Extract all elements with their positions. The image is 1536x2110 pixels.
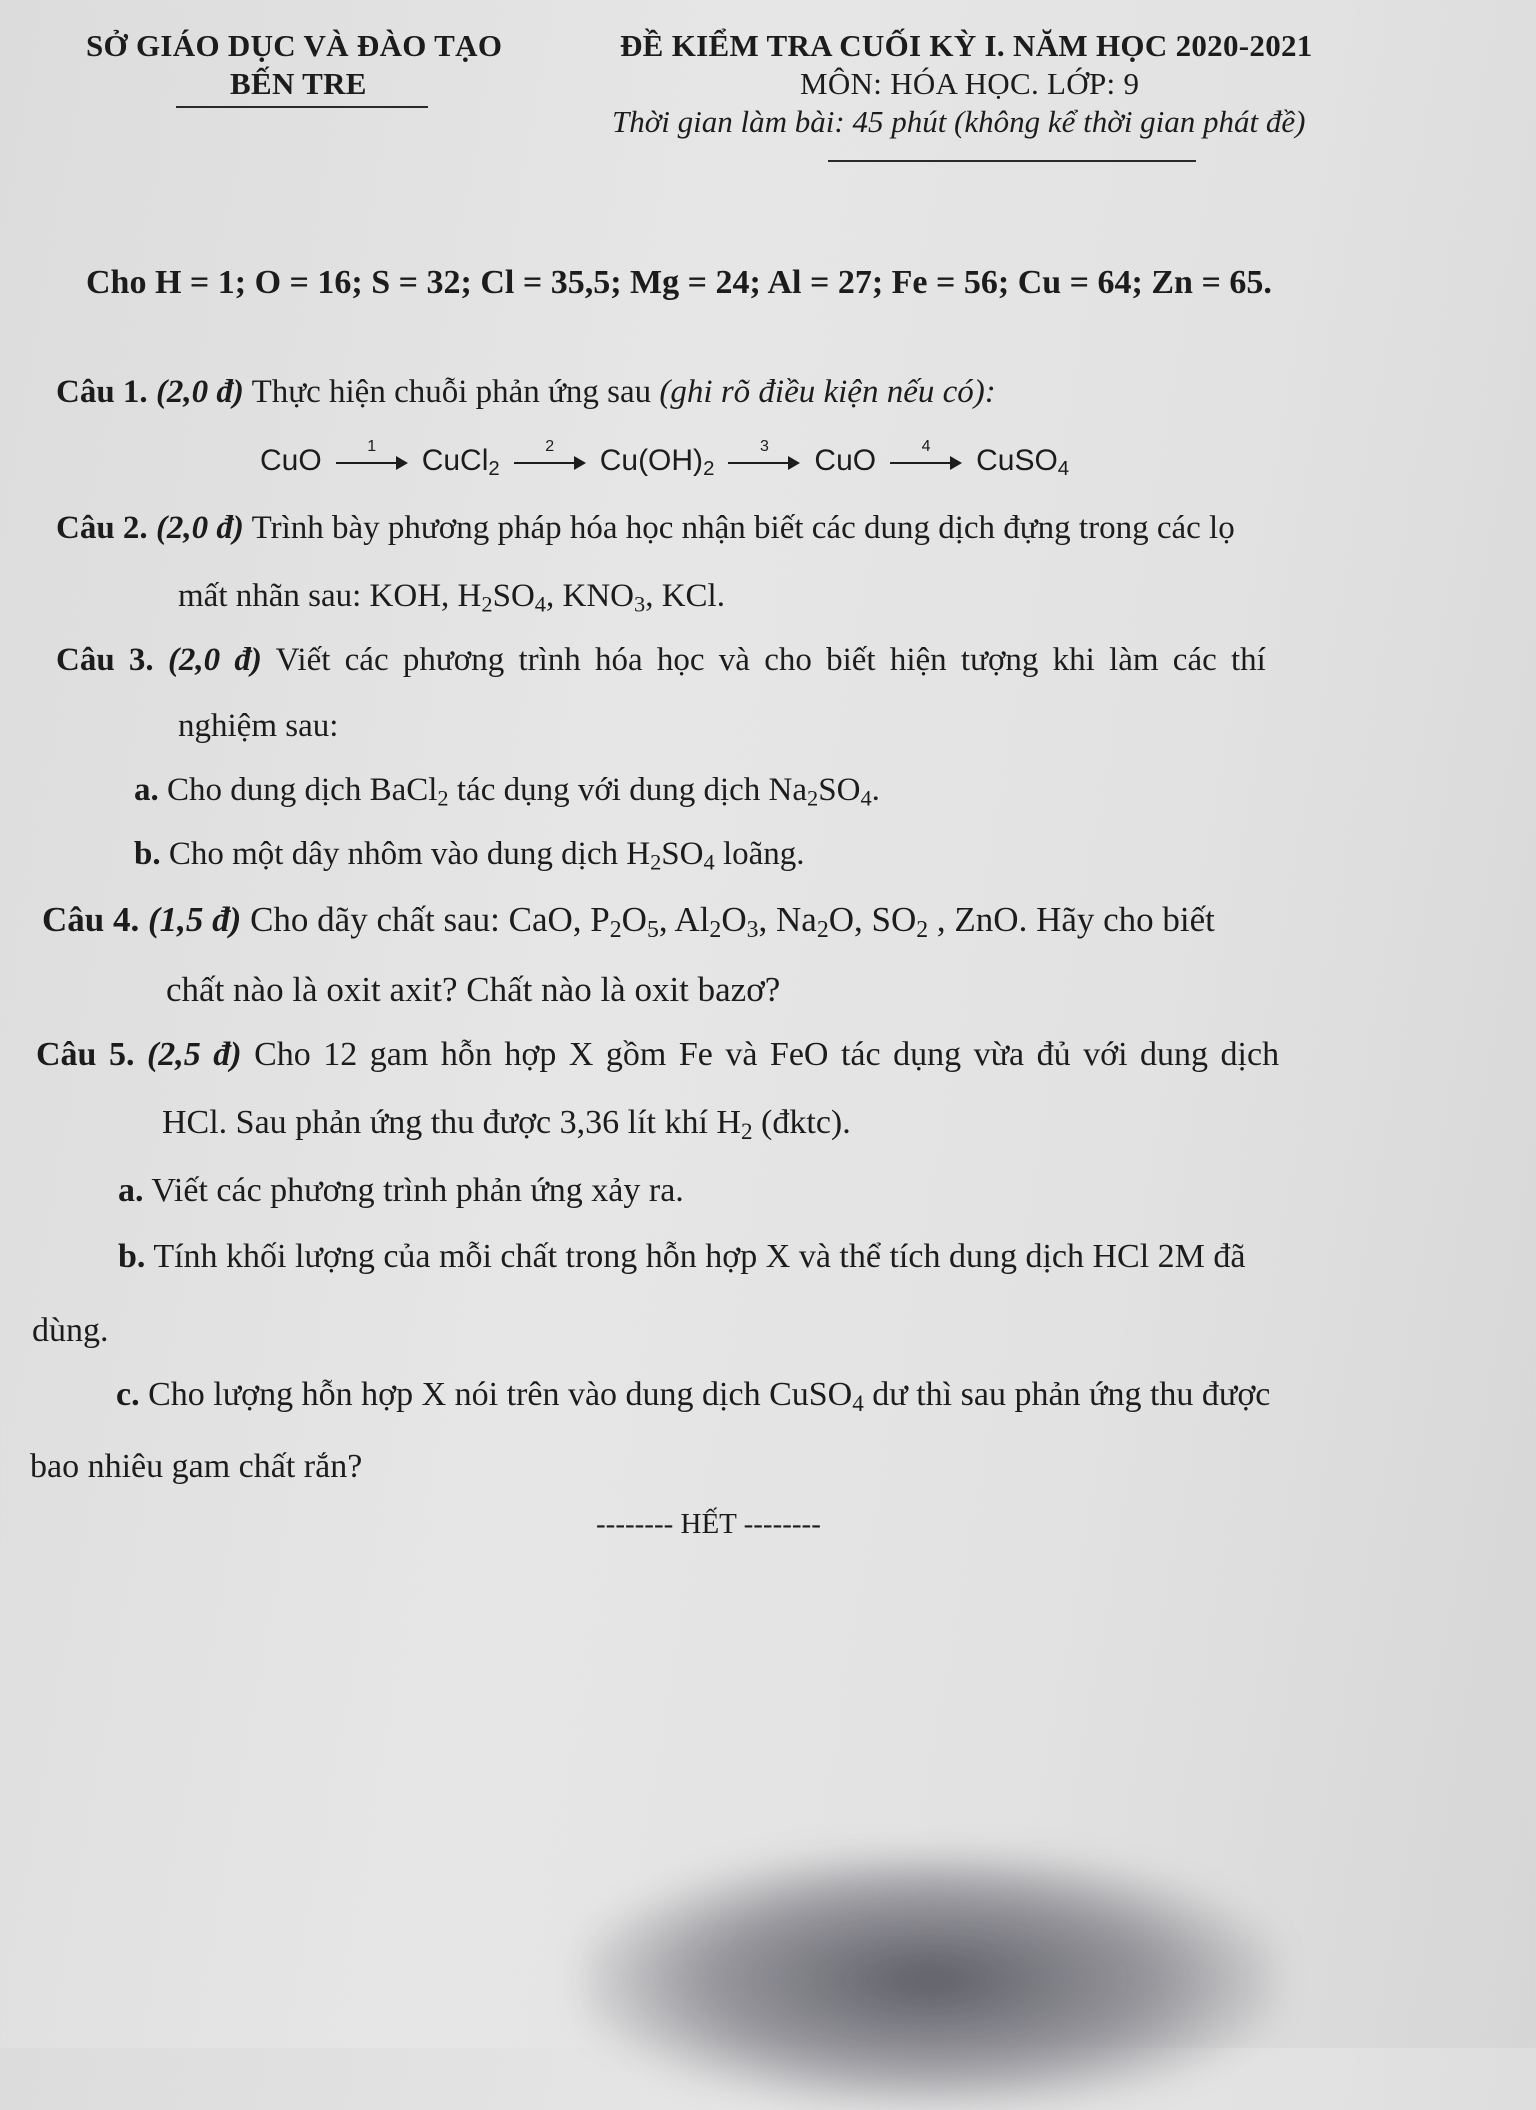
question-4 [42,900,1215,943]
reaction-chain [260,438,1070,481]
reaction-arrow-3: 3 [728,452,800,472]
chain-species: CuO [814,444,877,477]
question-label: Câu 2. [56,510,148,546]
question-2-line-2: mất nhãn sau: KOH, $H_2SO_4$, $KNO_3$, KCl. [178,578,725,617]
question-5-part-b: b. Tính khối lượng của mỗi chất trong hỗn hợp X và thể tích dung dịch HCl 2M đã [118,1238,1246,1275]
question-points: (1,5 đ) [148,900,242,939]
question-5-line-2: HCl. Sau phản ứng thu được 3,36 lít khí $H_2$ (đktc). [162,1104,851,1145]
question-5-part-c-cont: bao nhiêu gam chất rắn? [30,1448,363,1485]
question-label: Câu 5. [36,1036,135,1073]
reaction-arrow-1: 1 [336,452,408,472]
question-text: Viết các phương trình hóa học và cho biết hiện tượng khi làm các thí [275,642,1266,678]
question-3-part-a: a. Cho dung dịch BaCl$_2$ tác dụng với dung dịch $Na_2SO_4$. [134,772,880,811]
exam-time: Thời gian làm bài: 45 phút (không kể thời gian phát đề) [612,104,1306,139]
question-5-part-a: a. Viết các phương trình phản ứng xảy ra. [118,1172,684,1209]
reaction-arrow-2: 2 [514,452,586,472]
question-text: Cho 12 gam hỗn hợp X gồm Fe và FeO tác dụng vừa đủ với dung dịch [254,1036,1280,1073]
exam-title: ĐỀ KIỂM TRA CUỐI KỲ I. NĂM HỌC 2020-2021 [620,28,1313,63]
reaction-arrow-4: 4 [890,452,962,472]
department-name: SỞ GIÁO DỤC VÀ ĐÀO TẠO [86,28,503,63]
question-5 [36,1036,1279,1074]
header-left-rule [176,106,428,108]
question-note: (ghi rõ điều kiện nếu có): [659,374,996,410]
end-marker: -------- HẾT -------- [596,1508,821,1540]
chain-species: CuSO$_4$ [976,444,1070,481]
atomic-masses: Cho H = 1; O = 16; S = 32; Cl = 35,5; Mg = 24; Al = 27; Fe = 56; Cu = 64; Zn = 65. [86,264,1272,301]
question-points: (2,5 đ) [146,1036,242,1073]
question-text: Thực hiện chuỗi phản ứng sau [251,374,652,410]
province-name: BẾN TRE [230,66,367,101]
question-text: Trình bày phương pháp hóa học nhận biết các dung dịch đựng trong các lọ [251,510,1235,546]
question-1 [56,374,996,411]
chain-species: CuCl$_2$ [421,444,500,481]
question-5-part-b-cont: dùng. [32,1312,109,1349]
exam-subject: MÔN: HÓA HỌC. LỚP: 9 [800,66,1140,101]
question-points: (2,0 đ) [167,642,262,678]
question-text: Cho dãy chất sau: CaO, $P_2O_5$, $Al_2O_3$, $Na_2O$, $SO_2$ , ZnO. Hãy cho biết [250,900,1215,943]
question-2 [56,510,1235,547]
question-points: (2,0 đ) [155,374,244,410]
question-label: Câu 4. [42,900,140,939]
question-3-part-b: b. Cho một dây nhôm vào dung dịch $H_2SO_4$ loãng. [134,836,805,875]
header-right-rule [828,160,1196,162]
question-label: Câu 3. [56,642,154,678]
chain-species: CuO [260,444,322,477]
chain-species: $Cu(OH)_2$ [599,444,715,481]
question-label: Câu 1. [56,374,148,410]
question-4-line-2: chất nào là oxit axit? Chất nào là oxit bazơ? [166,970,781,1009]
question-points: (2,0 đ) [155,510,244,546]
question-3 [56,642,1266,679]
hand-shadow [580,1850,1280,2110]
question-5-part-c: c. Cho lượng hỗn hợp X nói trên vào dung dịch CuSO$_4$ dư thì sau phản ứng thu được [116,1376,1271,1417]
question-3-line-2: nghiệm sau: [178,708,339,744]
